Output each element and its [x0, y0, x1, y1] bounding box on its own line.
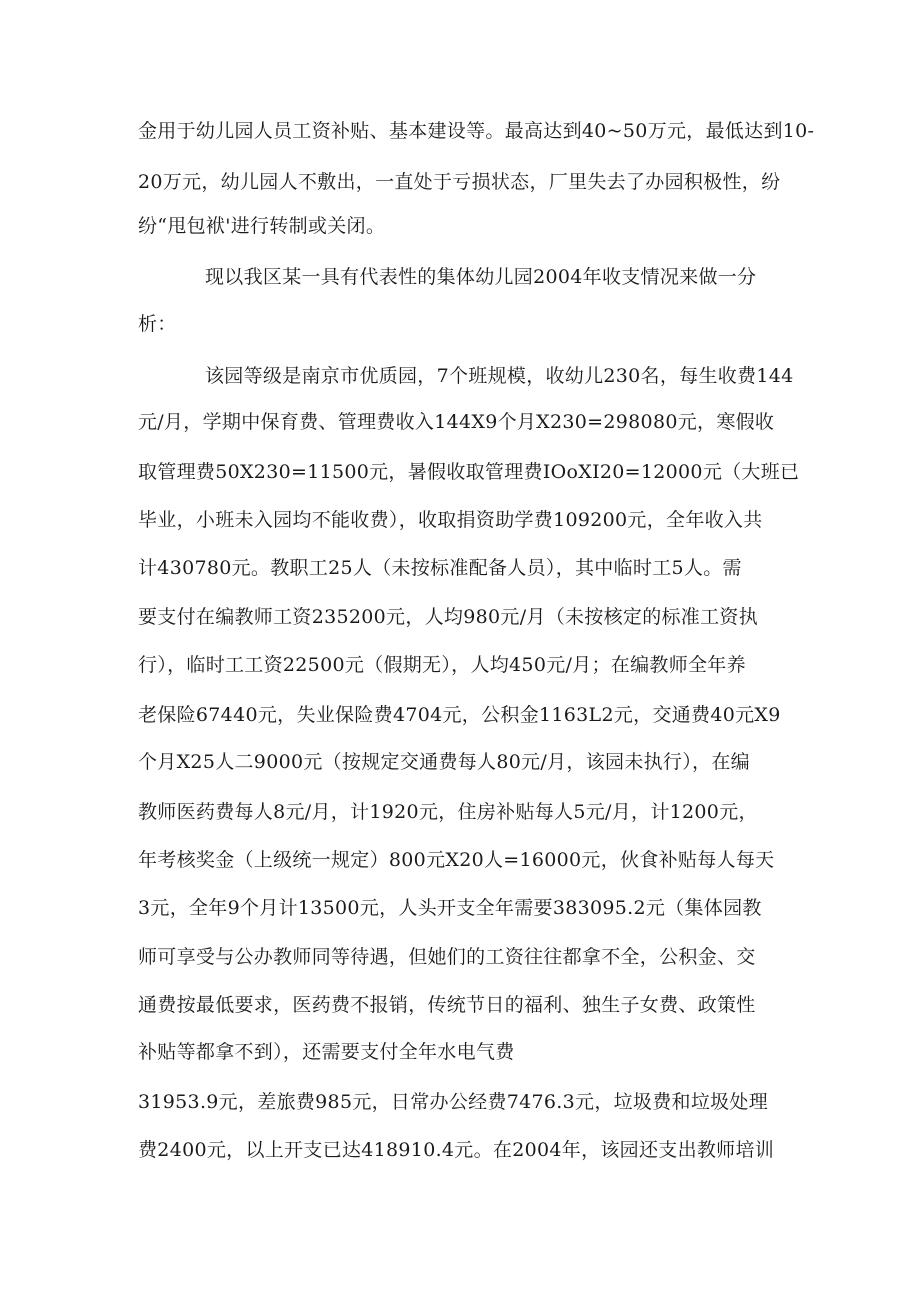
text-line: 老保险67440元，失业保险费4704元，公积金1163L2元，交通费40元X9	[138, 704, 781, 726]
text-line: 补贴等都拿不到），还需要支付全年水电气费	[138, 1041, 515, 1063]
text-line: 3元，全年9个月计13500元，人头开支全年需要383095.2元（集体园教	[138, 897, 762, 919]
text-line: 20万元，幼儿园人不敷出，一直处于亏损状态，厂里失去了办园积极性，纷	[138, 171, 781, 193]
text-line: 计430780元。教职工25人（未按标准配备人员），其中临时工5人。需	[138, 557, 742, 579]
text-line: 元/月，学期中保育费、管理费收入144X9个月X230=298080元，寒假收	[138, 411, 775, 433]
text-line: 析：	[138, 313, 177, 335]
text-line: 师可享受与公办教师同等待遇，但她们的工资往往都拿不全，公积金、交	[138, 946, 756, 968]
text-line: 教师医药费每人8元/月，计1920元，住房补贴每人5元/月，计1200元，	[138, 801, 758, 823]
text-line: 要支付在编教师工资235200元，人均980元/月（未按核定的标准工资执	[138, 606, 758, 628]
text-line: 31953.9元，差旅费985元，日常办公经费7476.3元，垃圾费和垃圾处理	[138, 1091, 769, 1113]
text-line: 费2400元，以上开支已达418910.4元。在2004年，该园还支出教师培训	[138, 1139, 775, 1161]
text-line: 通费按最低要求，医药费不报销，传统节日的福利、独生子女费、政策性	[138, 994, 756, 1016]
paragraph-first-line: 该园等级是南京市优质园，7个班规模，收幼儿230名，每生收费144	[205, 365, 794, 387]
text-line: 行），临时工工资22500元（假期无），人均450元/月；在编教师全年养	[138, 654, 746, 676]
text-line: 年考核奖金（上级统一规定）800元X20人=16000元，伙食补贴每人每天	[138, 849, 775, 871]
text-line: 纷“甩包袱'进行转制或关闭。	[138, 215, 386, 237]
text-line: 个月X25人二9000元（按规定交通费每人80元/月，该园未执行），在编	[138, 751, 750, 773]
text-line: 取管理费50X230=11500元，暑假收取管理费IOoXI20=12000元（大班已	[138, 461, 800, 483]
paragraph-first-line: 现以我区某一具有代表性的集体幼儿园2004年收支情况来做一分	[205, 266, 757, 288]
text-line: 金用于幼儿园人员工资补贴、基本建设等。最高达到40~50万元，最低达到10-	[138, 120, 815, 142]
text-line: 毕业，小班未入园均不能收费），收取捐资助学费109200元，全年收入共	[138, 509, 763, 531]
